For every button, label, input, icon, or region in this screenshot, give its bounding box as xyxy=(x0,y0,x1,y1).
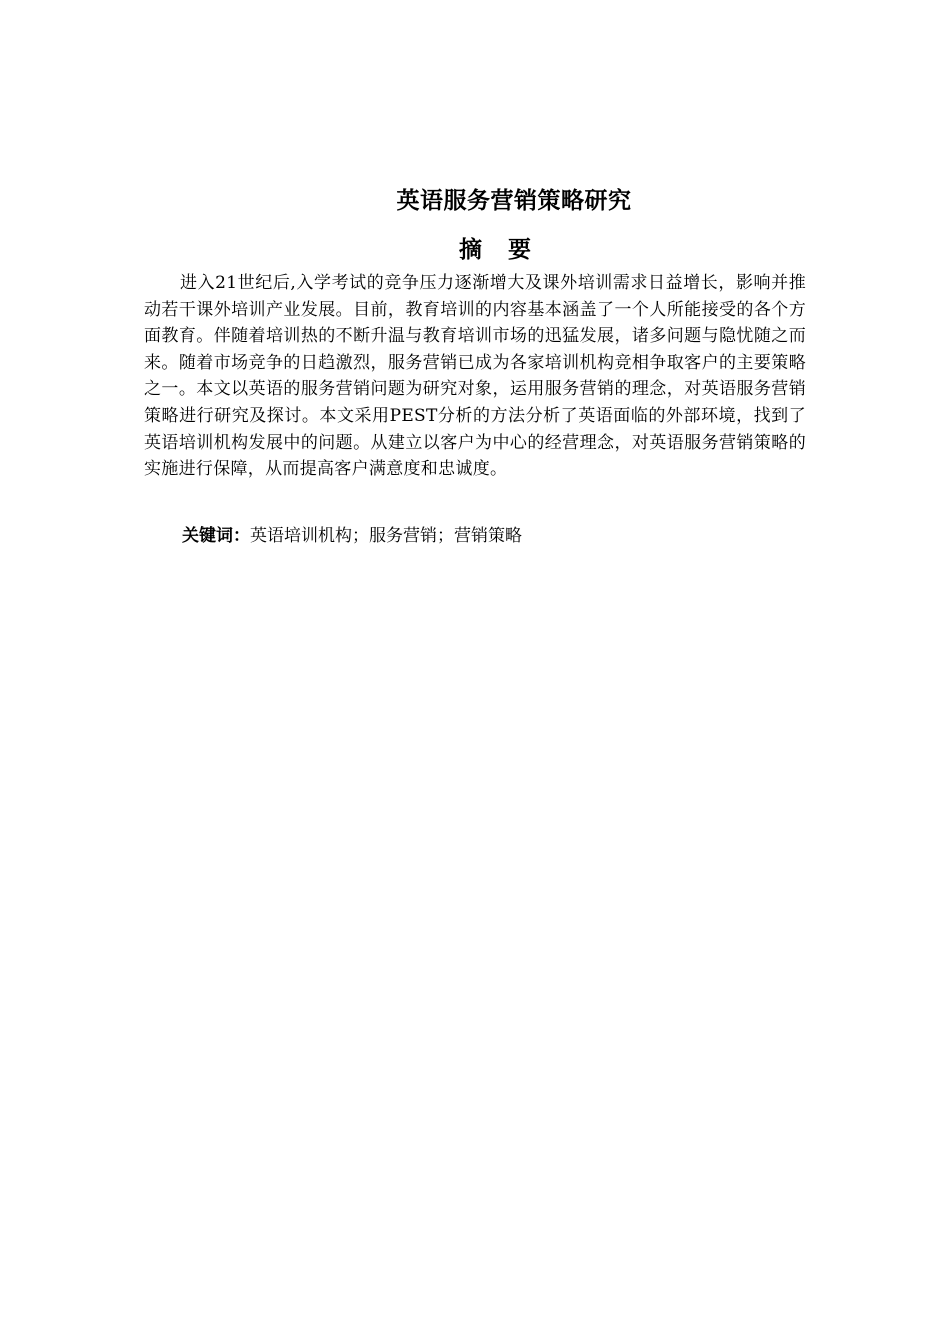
keywords-value: 英语培训机构；服务营销；营销策略 xyxy=(250,526,522,546)
abstract-heading xyxy=(0,232,950,268)
abstract-heading-char-2: 要 xyxy=(508,237,531,263)
abstract-heading-char-1: 摘 xyxy=(459,237,482,263)
keywords-line xyxy=(182,523,802,549)
keywords-label: 关键词： xyxy=(182,526,250,546)
abstract-body: 进入21世纪后,入学考试的竞争压力逐渐增大及课外培训需求日益增长，影响并推动若干课外培训产业发展。目前，教育培训的内容基本涵盖了一个人所能接受的各个方面教育。伴随着培训热的不断升温与教育培训市场的迅猛发展，诸多问题与隐忧随之而来。随着市场竞争的日趋激烈，服务营销已成为各家培训机构竞相争取客户的主要策略之一。本文以英语的服务营销问题为研究对象，运用服务营销的理念，对英语服务营销策略进行研究及探讨。本文采用PEST分析的方法分析了英语面临的外部环境，找到了英语培训机构发展中的问题。从建立以客户为中心的经营理念，对英语服务营销策略的实施进行保障，从而提高客户满意度和忠诚度。 xyxy=(144,273,806,480)
document-title: 英语服务营销策略研究 xyxy=(396,188,632,214)
